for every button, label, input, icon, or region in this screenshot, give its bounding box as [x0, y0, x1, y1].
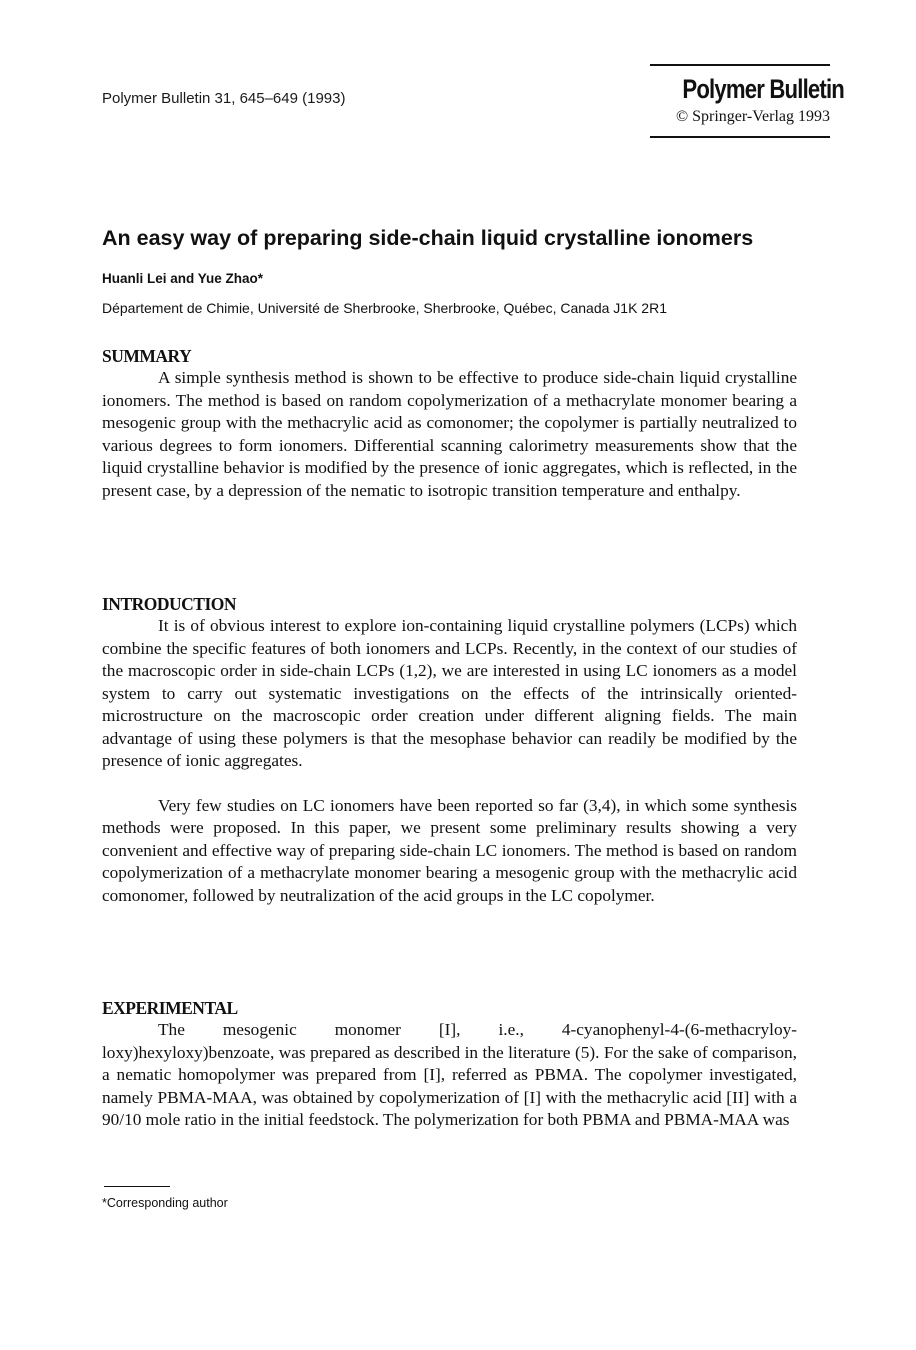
introduction-heading: INTRODUCTION [102, 594, 237, 614]
journal-name: Polymer Bulletin [682, 74, 844, 104]
masthead-bottom-rule [650, 136, 830, 138]
summary-section [102, 345, 797, 502]
introduction-paragraph-2: Very few studies on LC ionomers have been reported so far (3,4), in which some synthesis methods were proposed. In this paper, we present some preliminary results showing a very convenient and effective way of preparing side-chain LC ionomers. The method is based on random copolymerization of a methacrylate monomer bearing a mesogenic group with the methacrylic acid comonomer, followed by neutralization of the acid groups in the LC copolymer. [102, 795, 797, 905]
article-title: An easy way of preparing side-chain liquid crystalline ionomers [102, 226, 754, 250]
author-affiliation: Département de Chimie, Université de Sherbrooke, Sherbrooke, Québec, Canada J1K 2R1 [102, 300, 667, 316]
summary-heading: SUMMARY [102, 346, 192, 366]
article-authors: Huanli Lei and Yue Zhao* [102, 271, 264, 286]
copyright-notice: © Springer-Verlag 1993 [675, 108, 830, 125]
corresponding-author-footnote: *Corresponding author [102, 1196, 228, 1210]
introduction-section [102, 593, 797, 907]
experimental-heading: EXPERIMENTAL [102, 998, 238, 1018]
introduction-paragraph-1: It is of obvious interest to explore ion-containing liquid crystalline polymers (LCPs) which combine the specific features of both ionomers and LCPs. Recently, in the context of our studies of the macroscopic order in side-chain LCPs (1,2), we are interested in using LC ionomers as a model system to carry out systematic investigations on the effects of the intrinsically oriented-microstructure on the macroscopic order creation under different aligning fields. The main advantage of using these polymers is that the mesophase behavior can readily be modified by the presence of ionic aggregates. [102, 616, 797, 770]
summary-paragraph: A simple synthesis method is shown to be effective to produce side-chain liquid crystalline ionomers. The method is based on random copolymerization of a methacrylate monomer bearing a mesogenic group with the methacrylic acid as comonomer; the copolymer is partially neutralized to various degrees to form ionomers. Differential scanning calorimetry measurements show that the liquid crystalline behavior is modified by the presence of ionic aggregates, which is reflected, in the present case, by a depression of the nematic to isotropic transition temperature and enthalpy. [102, 368, 797, 500]
journal-masthead [650, 64, 844, 138]
experimental-section [102, 997, 797, 1132]
footnote-rule [104, 1186, 170, 1187]
journal-citation: Polymer Bulletin 31, 645–649 (1993) [102, 90, 346, 107]
masthead-top-rule [650, 64, 830, 66]
experimental-paragraph: The mesogenic monomer [I], i.e., 4-cyanophenyl-4-(6-methacryloy-loxy)hexyloxy)benzoate, was prepared as described in the literature (5). For the sake of comparison, a nematic homopolymer was prepared from [I], referred as PBMA. The copolymer investigated, namely PBMA-MAA, was obtained by copolymerization of [I] with the methacrylic acid [II] with a 90/10 mole ratio in the initial feedstock. The polymerization for both PBMA and PBMA-MAA was [102, 1020, 797, 1129]
